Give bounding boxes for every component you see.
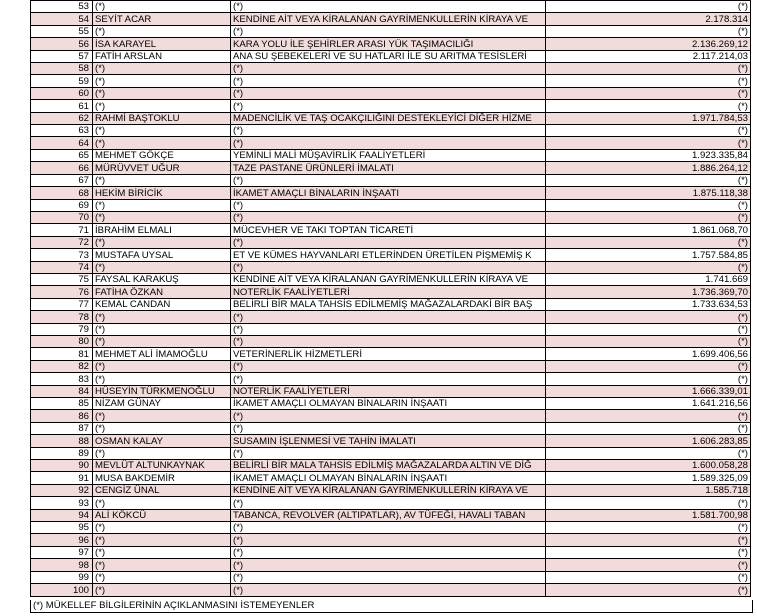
activity-cell: (*)	[231, 546, 546, 558]
table-row	[31, 323, 751, 335]
activity-cell: BELİRLİ BİR MALA TAHSİS EDİLMİŞ MAĞAZALARDA ALTIN VE DİĞ	[231, 460, 546, 472]
row-number-cell: 96	[31, 534, 93, 546]
row-number-cell: 61	[31, 100, 93, 112]
row-number-cell: 70	[31, 211, 93, 223]
taxpayer-name-cell: (*)	[93, 447, 231, 459]
row-number-cell: 93	[31, 497, 93, 509]
activity-cell: (*)	[231, 522, 546, 534]
amount-cell: 1.741.669	[546, 273, 751, 285]
amount-cell: (*)	[546, 373, 751, 385]
taxpayer-name-cell: FATİH ARSLAN	[93, 50, 231, 62]
amount-cell: 1.861.068,70	[546, 224, 751, 236]
row-number-cell: 94	[31, 509, 93, 521]
amount-cell: (*)	[546, 497, 751, 509]
amount-cell: (*)	[546, 1, 751, 13]
row-number-cell: 77	[31, 298, 93, 310]
taxpayer-name-cell: CENGİZ ÜNAL	[93, 484, 231, 496]
taxpayer-name-cell: (*)	[93, 546, 231, 558]
amount-cell: (*)	[546, 199, 751, 211]
table-row	[31, 360, 751, 372]
activity-cell: KENDİNE AİT VEYA KİRALANAN GAYRİMENKULLERİN KİRAYA VE	[231, 484, 546, 496]
activity-cell: (*)	[231, 373, 546, 385]
amount-cell: (*)	[546, 236, 751, 248]
taxpayer-name-cell: KEMAL CANDAN	[93, 298, 231, 310]
row-number-cell: 80	[31, 335, 93, 347]
table-row	[31, 50, 751, 62]
table-row	[31, 149, 751, 161]
activity-cell: TAZE PASTANE ÜRÜNLERİ İMALATI	[231, 162, 546, 174]
table-row	[31, 311, 751, 323]
activity-cell: (*)	[231, 87, 546, 99]
taxpayer-name-cell: (*)	[93, 25, 231, 37]
table-row	[31, 224, 751, 236]
table-row	[31, 112, 751, 124]
activity-cell: İKAMET AMAÇLI OLMAYAN BİNALARIN İNŞAATI	[231, 472, 546, 484]
table-row	[31, 236, 751, 248]
row-number-cell: 95	[31, 522, 93, 534]
row-number-cell: 83	[31, 373, 93, 385]
amount-cell: 2.136.269,12	[546, 38, 751, 50]
row-number-cell: 54	[31, 13, 93, 25]
amount-cell: (*)	[546, 211, 751, 223]
amount-cell: 1.736.369,70	[546, 286, 751, 298]
footnote: (*) MÜKELLEF BİLGİLERİNİN AÇIKLANMASINI İSTEMEYENLER	[30, 600, 753, 613]
table-row	[31, 286, 751, 298]
table-row	[31, 187, 751, 199]
table-row	[31, 534, 751, 546]
taxpayer-name-cell: NİZAM GÜNAY	[93, 398, 231, 410]
taxpayer-name-cell: (*)	[93, 323, 231, 335]
row-number-cell: 99	[31, 571, 93, 583]
amount-cell: (*)	[546, 311, 751, 323]
amount-cell: (*)	[546, 360, 751, 372]
taxpayer-name-cell: İSA KARAYEL	[93, 38, 231, 50]
amount-cell: 1.666.339,01	[546, 385, 751, 397]
table-row	[31, 100, 751, 112]
taxpayer-name-cell: (*)	[93, 236, 231, 248]
taxpayer-name-cell: (*)	[93, 125, 231, 137]
amount-cell: (*)	[546, 584, 751, 596]
activity-cell: (*)	[231, 422, 546, 434]
amount-cell: 1.875.118,38	[546, 187, 751, 199]
table-row	[31, 435, 751, 447]
taxpayer-name-cell: ALİ KÖKCÜ	[93, 509, 231, 521]
amount-cell: (*)	[546, 25, 751, 37]
row-number-cell: 55	[31, 25, 93, 37]
table-row	[31, 174, 751, 186]
taxpayer-name-cell: MUSTAFA UYSAL	[93, 249, 231, 261]
taxpayer-name-cell: (*)	[93, 87, 231, 99]
row-number-cell: 76	[31, 286, 93, 298]
row-number-cell: 85	[31, 398, 93, 410]
amount-cell: 1.733.634,53	[546, 298, 751, 310]
table-row	[31, 546, 751, 558]
taxpayer-name-cell: FAYSAL KARAKUŞ	[93, 273, 231, 285]
amount-cell: (*)	[546, 422, 751, 434]
taxpayer-name-cell: MÜRÜVVET UĞUR	[93, 162, 231, 174]
activity-cell: (*)	[231, 323, 546, 335]
table-row	[31, 571, 751, 583]
row-number-cell: 53	[31, 1, 93, 13]
row-number-cell: 59	[31, 75, 93, 87]
taxpayer-name-cell: (*)	[93, 75, 231, 87]
taxpayer-name-cell: (*)	[93, 534, 231, 546]
taxpayer-name-cell: FATİHA ÖZKAN	[93, 286, 231, 298]
row-number-cell: 65	[31, 149, 93, 161]
row-number-cell: 84	[31, 385, 93, 397]
activity-cell: KENDİNE AİT VEYA KİRALANAN GAYRİMENKULLERİN KİRAYA VE	[231, 273, 546, 285]
row-number-cell: 81	[31, 348, 93, 360]
row-number-cell: 73	[31, 249, 93, 261]
taxpayer-table	[30, 0, 751, 597]
row-number-cell: 89	[31, 447, 93, 459]
amount-cell: (*)	[546, 261, 751, 273]
taxpayer-name-cell: OSMAN KALAY	[93, 435, 231, 447]
row-number-cell: 69	[31, 199, 93, 211]
taxpayer-table-body	[31, 1, 751, 597]
table-row	[31, 249, 751, 261]
activity-cell: SUSAMIN İŞLENMESİ VE TAHİN İMALATI	[231, 435, 546, 447]
activity-cell: (*)	[231, 410, 546, 422]
amount-cell: 1.971.784,53	[546, 112, 751, 124]
activity-cell: (*)	[231, 75, 546, 87]
amount-cell: (*)	[546, 546, 751, 558]
row-number-cell: 58	[31, 63, 93, 75]
activity-cell: (*)	[231, 137, 546, 149]
table-row	[31, 1, 751, 13]
row-number-cell: 72	[31, 236, 93, 248]
row-number-cell: 66	[31, 162, 93, 174]
table-row	[31, 63, 751, 75]
activity-cell: YEMİNLİ MALİ MÜŞAVİRLİK FAALİYETLERİ	[231, 149, 546, 161]
amount-cell: (*)	[546, 447, 751, 459]
activity-cell: İKAMET AMAÇLI BİNALARIN İNŞAATI	[231, 187, 546, 199]
table-row	[31, 447, 751, 459]
table-row	[31, 497, 751, 509]
row-number-cell: 60	[31, 87, 93, 99]
table-row	[31, 298, 751, 310]
activity-cell: (*)	[231, 571, 546, 583]
table-row	[31, 13, 751, 25]
amount-cell: 1.589.325,09	[546, 472, 751, 484]
taxpayer-name-cell: (*)	[93, 1, 231, 13]
table-row	[31, 559, 751, 571]
table-row	[31, 25, 751, 37]
table-row	[31, 199, 751, 211]
row-number-cell: 67	[31, 174, 93, 186]
activity-cell: NOTERLİK FAALİYETLERİ	[231, 286, 546, 298]
amount-cell: (*)	[546, 125, 751, 137]
activity-cell: (*)	[231, 534, 546, 546]
activity-cell: (*)	[231, 311, 546, 323]
amount-cell: 1.641.216,56	[546, 398, 751, 410]
taxpayer-name-cell: (*)	[93, 211, 231, 223]
row-number-cell: 64	[31, 137, 93, 149]
taxpayer-name-cell: (*)	[93, 559, 231, 571]
taxpayer-name-cell: (*)	[93, 422, 231, 434]
table-row	[31, 373, 751, 385]
table-row	[31, 273, 751, 285]
row-number-cell: 68	[31, 187, 93, 199]
table-row	[31, 472, 751, 484]
amount-cell: 2.117.214,03	[546, 50, 751, 62]
amount-cell: 1.923.335,84	[546, 149, 751, 161]
table-row	[31, 385, 751, 397]
taxpayer-name-cell: MEHMET ALİ İMAMOĞLU	[93, 348, 231, 360]
taxpayer-name-cell: MUSA BAKDEMİR	[93, 472, 231, 484]
amount-cell: 1.581.700,98	[546, 509, 751, 521]
amount-cell: (*)	[546, 100, 751, 112]
activity-cell: (*)	[231, 199, 546, 211]
activity-cell: BELİRLİ BİR MALA TAHSİS EDİLMEMİŞ MAĞAZALARDAKİ BİR BAŞ	[231, 298, 546, 310]
row-number-cell: 62	[31, 112, 93, 124]
table-row	[31, 162, 751, 174]
activity-cell: (*)	[231, 335, 546, 347]
taxpayer-name-cell: (*)	[93, 137, 231, 149]
row-number-cell: 71	[31, 224, 93, 236]
row-number-cell: 56	[31, 38, 93, 50]
row-number-cell: 63	[31, 125, 93, 137]
amount-cell: (*)	[546, 137, 751, 149]
activity-cell: (*)	[231, 236, 546, 248]
table-row	[31, 137, 751, 149]
taxpayer-name-cell: (*)	[93, 373, 231, 385]
taxpayer-name-cell: (*)	[93, 100, 231, 112]
amount-cell: 1.585.718	[546, 484, 751, 496]
amount-cell: 1.699.406,56	[546, 348, 751, 360]
taxpayer-name-cell: SEYİT ACAR	[93, 13, 231, 25]
amount-cell: 1.606.283,85	[546, 435, 751, 447]
taxpayer-name-cell: (*)	[93, 63, 231, 75]
table-row	[31, 422, 751, 434]
amount-cell: (*)	[546, 87, 751, 99]
row-number-cell: 91	[31, 472, 93, 484]
activity-cell: KARA YOLU İLE ŞEHİRLER ARASI YÜK TAŞIMACILIĞI	[231, 38, 546, 50]
taxpayer-name-cell: (*)	[93, 335, 231, 347]
amount-cell: (*)	[546, 63, 751, 75]
activity-cell: ET VE KÜMES HAYVANLARI ETLERİNDEN ÜRETİLEN PİŞMEMİŞ K	[231, 249, 546, 261]
table-row	[31, 410, 751, 422]
table-row	[31, 335, 751, 347]
amount-cell: 1.600.058,28	[546, 460, 751, 472]
activity-cell: TABANCA, REVOLVER (ALTIPATLAR), AV TÜFEĞİ, HAVALI TABAN	[231, 509, 546, 521]
activity-cell: MÜCEVHER VE TAKI TOPTAN TİCARETİ	[231, 224, 546, 236]
activity-cell: KENDİNE AİT VEYA KİRALANAN GAYRİMENKULLERİN KİRAYA VE	[231, 13, 546, 25]
row-number-cell: 86	[31, 410, 93, 422]
table-row	[31, 211, 751, 223]
table-row	[31, 398, 751, 410]
activity-cell: VETERİNERLİK HİZMETLERİ	[231, 348, 546, 360]
amount-cell: 1.886.264,12	[546, 162, 751, 174]
amount-cell: (*)	[546, 75, 751, 87]
table-row	[31, 484, 751, 496]
table-row	[31, 75, 751, 87]
table-row	[31, 38, 751, 50]
activity-cell: (*)	[231, 63, 546, 75]
activity-cell: (*)	[231, 174, 546, 186]
activity-cell: (*)	[231, 584, 546, 596]
amount-cell: 2.178.314	[546, 13, 751, 25]
amount-cell: (*)	[546, 522, 751, 534]
row-number-cell: 88	[31, 435, 93, 447]
row-number-cell: 100	[31, 584, 93, 596]
taxpayer-name-cell: (*)	[93, 261, 231, 273]
amount-cell: 1.757.584,85	[546, 249, 751, 261]
taxpayer-name-cell: (*)	[93, 199, 231, 211]
table-row	[31, 261, 751, 273]
activity-cell: (*)	[231, 261, 546, 273]
taxpayer-name-cell: (*)	[93, 571, 231, 583]
row-number-cell: 75	[31, 273, 93, 285]
activity-cell: NOTERLİK FAALİYETLERİ	[231, 385, 546, 397]
activity-cell: (*)	[231, 125, 546, 137]
table-row	[31, 125, 751, 137]
taxpayer-name-cell: (*)	[93, 311, 231, 323]
table-row	[31, 509, 751, 521]
activity-cell: (*)	[231, 559, 546, 571]
activity-cell: MADENCİLİK VE TAŞ OCAKÇILIĞINI DESTEKLEYİCİ DİĞER HİZME	[231, 112, 546, 124]
row-number-cell: 57	[31, 50, 93, 62]
amount-cell: (*)	[546, 534, 751, 546]
table-row	[31, 522, 751, 534]
taxpayer-name-cell: (*)	[93, 410, 231, 422]
activity-cell: (*)	[231, 360, 546, 372]
taxpayer-name-cell: (*)	[93, 360, 231, 372]
taxpayer-name-cell: (*)	[93, 174, 231, 186]
row-number-cell: 82	[31, 360, 93, 372]
taxpayer-name-cell: (*)	[93, 522, 231, 534]
activity-cell: (*)	[231, 447, 546, 459]
amount-cell: (*)	[546, 335, 751, 347]
row-number-cell: 90	[31, 460, 93, 472]
table-row	[31, 87, 751, 99]
taxpayer-name-cell: İBRAHİM ELMALI	[93, 224, 231, 236]
activity-cell: (*)	[231, 497, 546, 509]
taxpayer-name-cell: HEKİM BİRİCİK	[93, 187, 231, 199]
table-row	[31, 584, 751, 596]
activity-cell: ANA SU ŞEBEKELERİ VE SU HATLARI İLE SU ARITMA TESİSLERİ	[231, 50, 546, 62]
activity-cell: (*)	[231, 25, 546, 37]
activity-cell: İKAMET AMAÇLI OLMAYAN BİNALARIN İNŞAATI	[231, 398, 546, 410]
amount-cell: (*)	[546, 174, 751, 186]
taxpayer-name-cell: MEHMET GÖKÇE	[93, 149, 231, 161]
amount-cell: (*)	[546, 571, 751, 583]
amount-cell: (*)	[546, 323, 751, 335]
row-number-cell: 79	[31, 323, 93, 335]
taxpayer-name-cell: (*)	[93, 584, 231, 596]
taxpayer-name-cell: (*)	[93, 497, 231, 509]
taxpayer-name-cell: MEVLÜT ALTUNKAYNAK	[93, 460, 231, 472]
activity-cell: (*)	[231, 211, 546, 223]
activity-cell: (*)	[231, 100, 546, 112]
taxpayer-name-cell: RAHMİ BAŞTOKLU	[93, 112, 231, 124]
row-number-cell: 87	[31, 422, 93, 434]
table-row	[31, 460, 751, 472]
row-number-cell: 78	[31, 311, 93, 323]
row-number-cell: 92	[31, 484, 93, 496]
taxpayer-name-cell: HÜSEYİN TÜRKMENOĞLU	[93, 385, 231, 397]
row-number-cell: 98	[31, 559, 93, 571]
amount-cell: (*)	[546, 559, 751, 571]
row-number-cell: 97	[31, 546, 93, 558]
row-number-cell: 74	[31, 261, 93, 273]
activity-cell: (*)	[231, 1, 546, 13]
amount-cell: (*)	[546, 410, 751, 422]
table-row	[31, 348, 751, 360]
